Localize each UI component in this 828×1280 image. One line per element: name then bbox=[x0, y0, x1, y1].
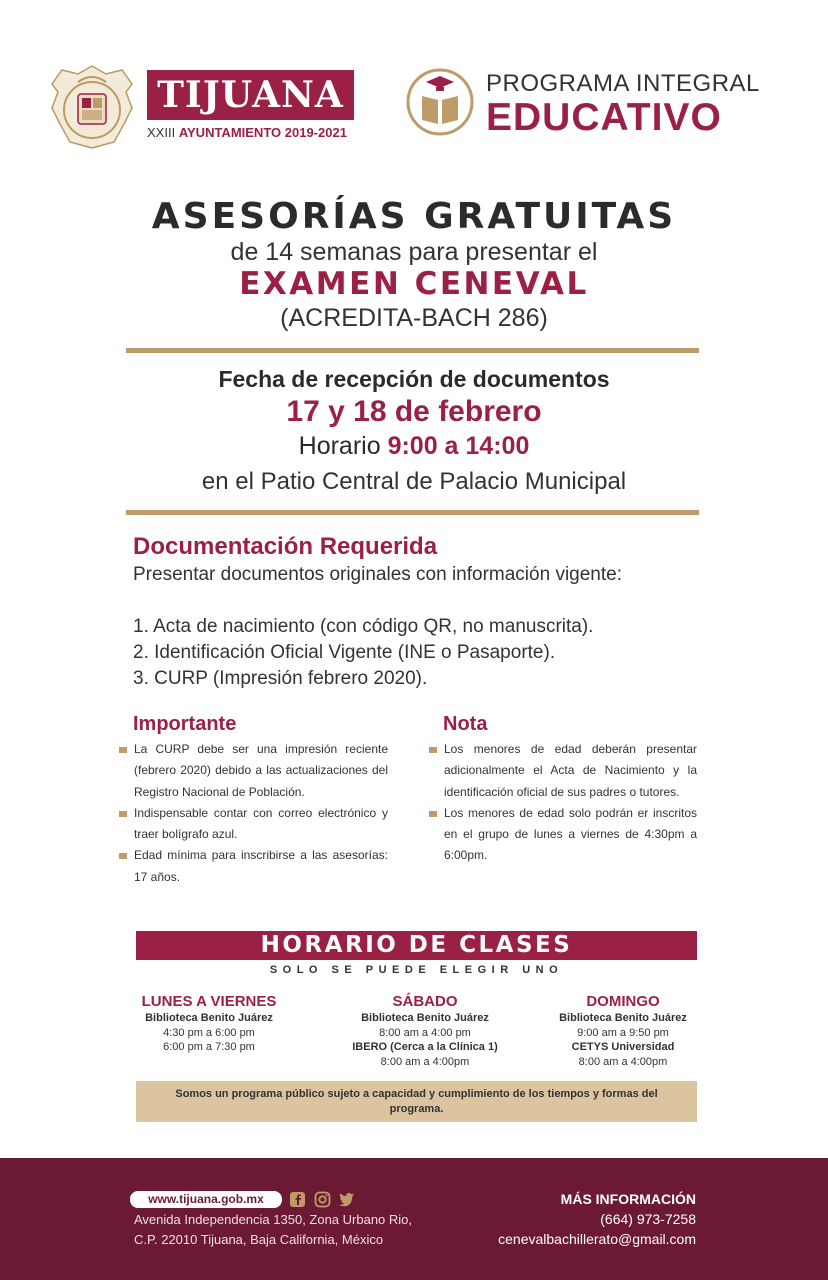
facebook-icon[interactable] bbox=[289, 1191, 306, 1208]
website-link[interactable]: www.tijuana.gob.mx bbox=[130, 1191, 282, 1208]
nota-title: Nota bbox=[443, 713, 488, 735]
program-title-line2: EDUCATIVO bbox=[486, 96, 722, 139]
schedule-place: IBERO (Cerca a la Clínica 1) bbox=[352, 1041, 498, 1053]
schedule-time: 4:30 pm a 6:00 pm bbox=[163, 1026, 255, 1039]
divider-top bbox=[126, 348, 699, 353]
importante-title: Importante bbox=[133, 713, 237, 735]
list-item: La CURP debe ser una impresión reciente (febrero 2020) debido a las actualizaciones del Registro Nacional de Población. bbox=[119, 739, 388, 803]
list-item: 3. CURP (Impresión febrero 2020). bbox=[133, 668, 428, 689]
schedule-time: 8:00 am a 4:00 pm bbox=[379, 1026, 471, 1039]
schedule-subtitle: SOLO SE PUEDE ELEGIR UNO bbox=[269, 964, 564, 976]
list-item: Los menores de edad solo podrán er inscritos en el grupo de lunes a viernes de 4:30pm a 6:00pm. bbox=[429, 803, 697, 867]
list-item: Edad mínima para inscribirse a las asesorías: 17 años. bbox=[119, 845, 388, 888]
address-line: C.P. 22010 Tijuana, Baja California, México bbox=[134, 1232, 384, 1247]
program-note: Somos un programa público sujeto a capacidad y cumplimiento de los tiempos y formas del programa. bbox=[136, 1081, 697, 1122]
list-item: Los menores de edad deberán presentar adicionalmente el Acta de Nacimiento y la identificación oficial de sus padres o tutores. bbox=[429, 739, 697, 803]
schedule-weekdays bbox=[109, 992, 309, 1055]
address-line: Avenida Independencia 1350, Zona Urbano Rio, bbox=[134, 1212, 413, 1227]
list-item: 2. Identificación Oficial Vigente (INE o Pasaporte). bbox=[133, 642, 556, 663]
reception-days: 17 y 18 de febrero bbox=[286, 395, 542, 428]
nota-list bbox=[429, 739, 697, 867]
documentation-list bbox=[133, 614, 713, 692]
schedule-place: Biblioteca Benito Juárez bbox=[559, 1012, 687, 1024]
schedule-place: CETYS Universidad bbox=[571, 1041, 675, 1053]
footer-address bbox=[134, 1210, 412, 1250]
footer bbox=[0, 1158, 828, 1280]
ayuntamiento-label: XXIII AYUNTAMIENTO 2019-2021 bbox=[147, 125, 347, 140]
schedule-saturday bbox=[325, 992, 525, 1069]
schedule-place: Biblioteca Benito Juárez bbox=[145, 1012, 273, 1024]
tijuana-seal-icon bbox=[48, 62, 136, 150]
documentation-intro: Presentar documentos originales con información vigente: bbox=[133, 564, 622, 585]
reception-heading: Fecha de recepción de documentos bbox=[218, 366, 610, 392]
contact-email[interactable]: cenevalbachillerato@gmail.com bbox=[498, 1231, 696, 1247]
schedule-time: 8:00 am a 4:00pm bbox=[578, 1055, 668, 1068]
schedule-sunday bbox=[523, 992, 723, 1069]
exam-title: EXAMEN CENEVAL bbox=[239, 266, 589, 302]
schedule-day: SÁBADO bbox=[392, 993, 458, 1010]
documentation-title: Documentación Requerida bbox=[133, 533, 438, 560]
contact-info bbox=[498, 1189, 696, 1249]
schedule-place: Biblioteca Benito Juárez bbox=[361, 1012, 489, 1024]
list-item: Indispensable contar con correo electrónico y traer bolígrafo azul. bbox=[119, 803, 388, 846]
reception-hours: Horario 9:00 a 14:00 bbox=[298, 432, 530, 460]
contact-title: MÁS INFORMACIÓN bbox=[560, 1191, 696, 1207]
program-title-line1: PROGRAMA INTEGRAL bbox=[486, 70, 760, 97]
schedule-day: LUNES A VIERNES bbox=[141, 993, 277, 1010]
education-logo-icon bbox=[406, 68, 474, 136]
divider-bottom bbox=[126, 510, 699, 515]
main-title: ASESORÍAS GRATUITAS bbox=[151, 196, 677, 237]
exam-code: (ACREDITA-BACH 286) bbox=[280, 304, 548, 332]
instagram-icon[interactable] bbox=[314, 1191, 331, 1208]
schedule-time: 6:00 pm a 7:30 pm bbox=[163, 1041, 255, 1053]
header bbox=[0, 0, 828, 170]
city-title: TIJUANA bbox=[147, 70, 354, 120]
main-subtitle: de 14 semanas para presentar el bbox=[230, 238, 598, 266]
schedule-title: HORARIO DE CLASES bbox=[136, 931, 697, 960]
schedule-time: 9:00 am a 9:50 pm bbox=[577, 1026, 669, 1039]
list-item: 1. Acta de nacimiento (con código QR, no manuscrita). bbox=[133, 616, 594, 637]
reception-location: en el Patio Central de Palacio Municipal bbox=[201, 468, 627, 495]
schedule-time: 8:00 am a 4:00pm bbox=[380, 1055, 470, 1068]
contact-phone[interactable]: (664) 973-7258 bbox=[600, 1211, 696, 1227]
importante-list bbox=[119, 739, 388, 888]
twitter-icon[interactable] bbox=[338, 1191, 355, 1208]
schedule-day: DOMINGO bbox=[586, 993, 660, 1010]
